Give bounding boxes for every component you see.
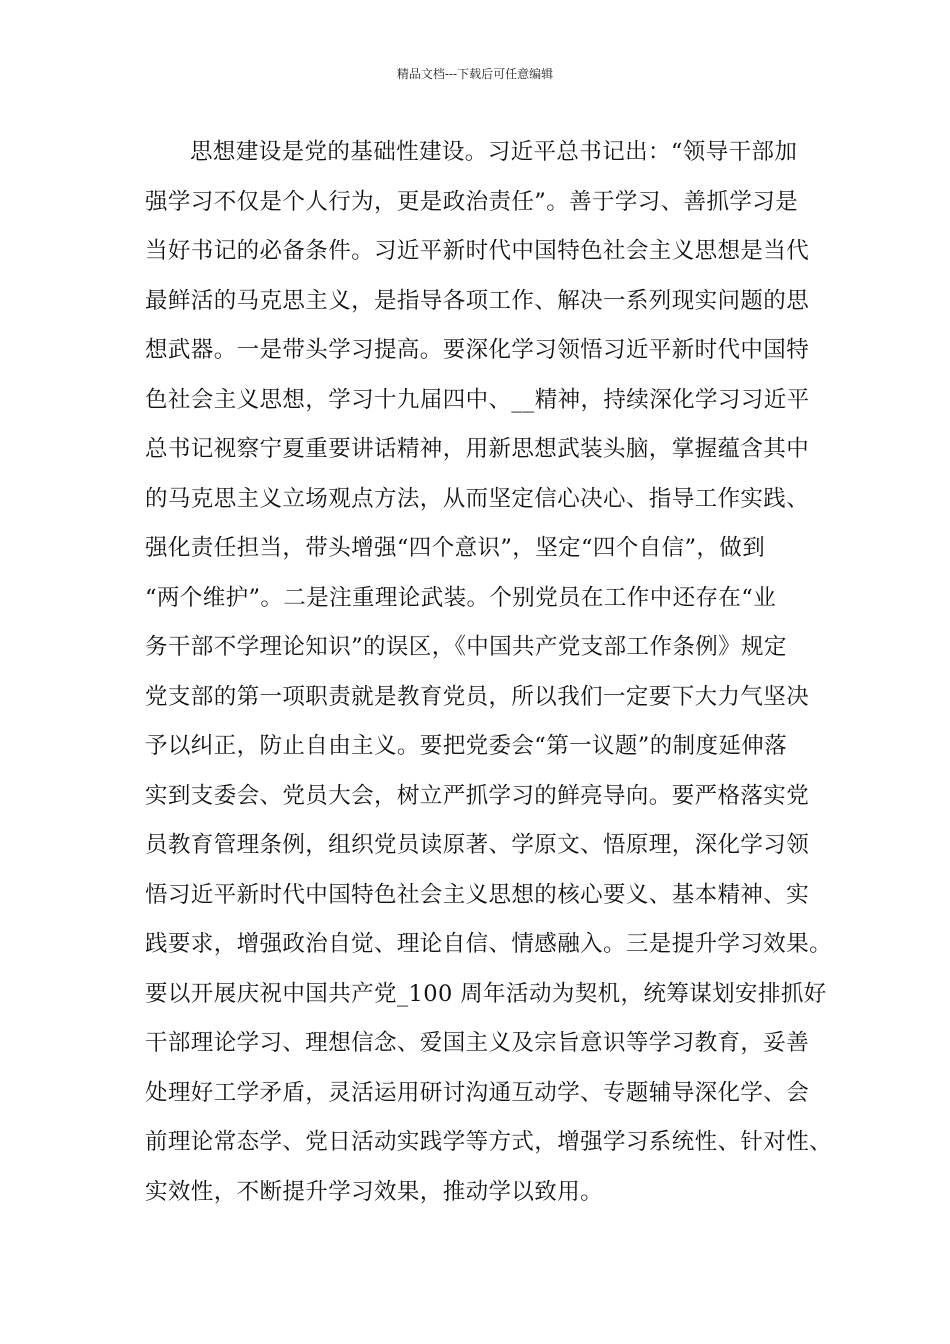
paragraph-line: 干部理论学习、理想信念、爱国主义及宗旨意识等学习教育，妥善 (145, 1030, 810, 1056)
paragraph-line: 处理好工学矛盾，灵活运用研讨沟通互动学、专题辅导深化学、会 (145, 1079, 810, 1106)
paragraph-line: 思想建设是党的基础性建设。习近平总书记出：“领导干部加 (190, 139, 798, 165)
paragraph-line: 强学习不仅是个人行为，更是政治责任”。善于学习、善抓学习是 (145, 188, 799, 215)
paragraph-line: 悟习近平新时代中国特色社会主义思想的核心要义、基本精神、实 (145, 881, 810, 908)
paragraph-line: 想武器。一是带头学习提高。要深化学习领悟习近平新时代中国特 (145, 337, 810, 363)
body-paragraph (145, 128, 833, 1217)
paragraph-line: 予以纠正，防止自由主义。要把党委会“第一议题”的制度延伸落 (145, 733, 788, 759)
paragraph-line: 践要求，增强政治自觉、理论自信、情感融入。三是提升学习效果。 (145, 931, 833, 957)
paragraph-line: 的马克思主义立场观点方法，从而坚定信心决心、指导工作实践、 (145, 485, 810, 512)
paragraph-line: 最鲜活的马克思主义，是指导各项工作、解决一系列现实问题的思 (145, 287, 810, 314)
paragraph-line: 实效性，不断提升学习效果，推动学以致用。 (145, 1178, 604, 1205)
paragraph-line: 员教育管理条例，组织党员读原著、学原文、悟原理，深化学习领 (145, 832, 810, 858)
paragraph-line: 总书记视察宁夏重要讲话精神，用新思想武装头脑，掌握蕴含其中 (145, 436, 810, 462)
paragraph-line: 强化责任担当，带头增强“四个意识”，坚定“四个自信”，做到 (145, 535, 766, 561)
paragraph-line: 党支部的第一项职责就是教育党员，所以我们一定要下大力气坚决 (145, 683, 810, 710)
paragraph-line: 务干部不学理论知识”的误区，《中国共产党支部工作条例》规定 (145, 634, 787, 660)
paragraph-line: 当好书记的必备条件。习近平新时代中国特色社会主义思想是当代 (145, 238, 810, 264)
paragraph-line: 实到支委会、党员大会，树立严抓学习的鲜亮导向。要严格落实党 (145, 782, 810, 809)
paragraph-line: 前理论常态学、党日活动实践学等方式，增强学习系统性、针对性、 (145, 1129, 833, 1155)
paragraph-line: 色社会主义思想，学习十九届四中、__精神，持续深化学习习近平 (145, 386, 810, 413)
paragraph-line: “两个维护”。二是注重理论武装。个别党员在工作中还存在“业 (145, 584, 777, 611)
paragraph-line: 要以开展庆祝中国共产党_100 周年活动为契机，统筹谋划安排抓好 (145, 980, 827, 1007)
page-header: 精品文档---下载后可任意编辑 (396, 67, 554, 81)
